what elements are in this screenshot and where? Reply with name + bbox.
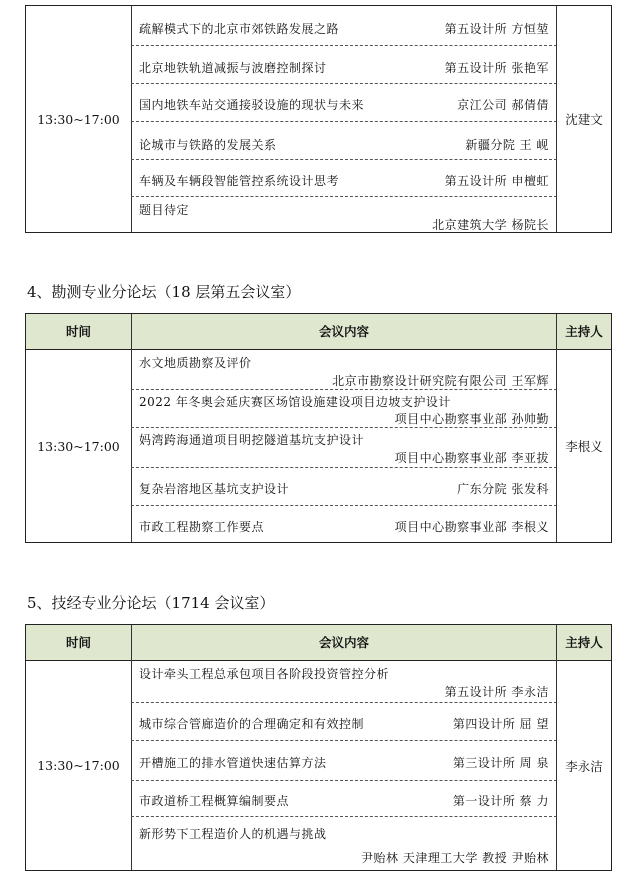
- schedule-table-4: [25, 313, 612, 543]
- header-host: 主持人: [565, 324, 603, 339]
- table-body: [26, 350, 611, 542]
- header-host: 主持人: [565, 635, 603, 650]
- talk-title: 水文地质勘察及评价: [139, 356, 252, 370]
- talk-author: 第四设计所 屈 望: [452, 717, 549, 731]
- talk-title: 疏解模式下的北京市郊铁路发展之路: [139, 22, 340, 36]
- talk-row: [131, 84, 557, 122]
- time-text: 13:30~17:00: [37, 111, 120, 127]
- talk-row: [131, 781, 557, 817]
- talk-row: [131, 46, 557, 84]
- table-header: [26, 314, 611, 350]
- talk-row: [131, 817, 557, 871]
- talk-row: [131, 661, 557, 703]
- talk-title: 题目待定: [139, 203, 190, 217]
- talk-author: 京江公司 郝倩倩: [457, 98, 549, 112]
- host-cell: [556, 661, 611, 870]
- header-content: 会议内容: [318, 635, 369, 650]
- talk-row: [131, 122, 557, 160]
- host-name: 沈建文: [565, 112, 603, 127]
- talk-title: 车辆及车辆段智能管控系统设计思考: [139, 174, 340, 188]
- talk-row: [131, 197, 557, 233]
- table-header: [26, 625, 611, 661]
- time-cell: [26, 661, 132, 870]
- schedule-table-5: [25, 624, 612, 871]
- table-body: [26, 661, 611, 870]
- talk-author: 北京建筑大学 杨院长: [432, 218, 549, 232]
- talk-author: 广东分院 张发科: [457, 482, 549, 496]
- section-title: 5、技经专业分论坛（1714 会议室）: [27, 594, 275, 612]
- talk-row: [131, 6, 557, 46]
- talk-row: [131, 160, 557, 197]
- schedule-table-1: [25, 5, 612, 233]
- time-text: 13:30~17:00: [37, 758, 120, 773]
- talk-title: 开槽施工的排水管道快速估算方法: [139, 756, 327, 770]
- talk-title: 市政工程勘察工作要点: [139, 520, 265, 534]
- talk-row: [131, 428, 557, 468]
- content-column: [131, 350, 557, 542]
- talk-title: 北京地铁轨道减振与波磨控制探讨: [139, 61, 327, 75]
- talk-title: 论城市与铁路的发展关系: [139, 138, 277, 152]
- time-text: 13:30~17:00: [37, 438, 120, 454]
- host-name: 李根义: [565, 439, 603, 454]
- talk-author: 项目中心勘察事业部 李根义: [394, 520, 549, 534]
- talk-title: 市政道桥工程概算编制要点: [139, 794, 290, 808]
- talk-row: [131, 350, 557, 390]
- talk-row: [131, 703, 557, 741]
- talk-author: 项目中心勘察事业部 李亚拔: [394, 451, 549, 465]
- talk-author: 第一设计所 蔡 力: [452, 794, 549, 808]
- talk-author: 第五设计所 李永洁: [444, 685, 549, 699]
- talk-author: 尹贻林 天津理工大学 教授 尹贻林: [361, 851, 549, 865]
- talk-author: 第五设计所 方恒堃: [444, 22, 549, 36]
- talk-author: 项目中心勘察事业部 孙帅勤: [394, 412, 549, 426]
- host-cell: [556, 350, 611, 542]
- talk-title: 国内地铁车站交通接驳设施的现状与未来: [139, 98, 365, 112]
- header-time: 时间: [65, 324, 91, 339]
- content-column: [131, 661, 557, 870]
- talk-author: 第五设计所 张艳军: [444, 61, 549, 75]
- talk-title: 复杂岩溶地区基坑支护设计: [139, 482, 290, 496]
- talk-author: 第三设计所 周 泉: [452, 756, 549, 770]
- time-cell: [26, 350, 132, 542]
- talk-title: 新形势下工程造价人的机遇与挑战: [139, 827, 327, 841]
- talk-title: 设计牵头工程总承包项目各阶段投资管控分析: [139, 667, 390, 681]
- talk-author: 第五设计所 申檀虹: [444, 174, 549, 188]
- time-cell: [26, 6, 132, 232]
- talk-row: [131, 390, 557, 428]
- talk-title: 妈湾跨海通道项目明挖隧道基坑支护设计: [139, 433, 365, 447]
- talk-author: 北京市勘察设计研究院有限公司 王军辉: [332, 374, 549, 388]
- talk-title: 城市综合管廊造价的合理确定和有效控制: [139, 717, 365, 731]
- content-column: [131, 6, 557, 232]
- talk-author: 新疆分院 王 岘: [465, 138, 549, 152]
- talk-title: 2022 年冬奥会延庆赛区场馆设施建设项目边坡支护设计: [139, 395, 451, 409]
- talk-row: [131, 741, 557, 781]
- talk-row: [131, 506, 557, 543]
- header-content: 会议内容: [318, 324, 369, 339]
- talk-row: [131, 468, 557, 506]
- section-title: 4、勘测专业分论坛（18 层第五会议室）: [27, 283, 301, 301]
- header-time: 时间: [65, 635, 91, 650]
- host-cell: [556, 6, 611, 232]
- host-name: 李永洁: [565, 758, 603, 774]
